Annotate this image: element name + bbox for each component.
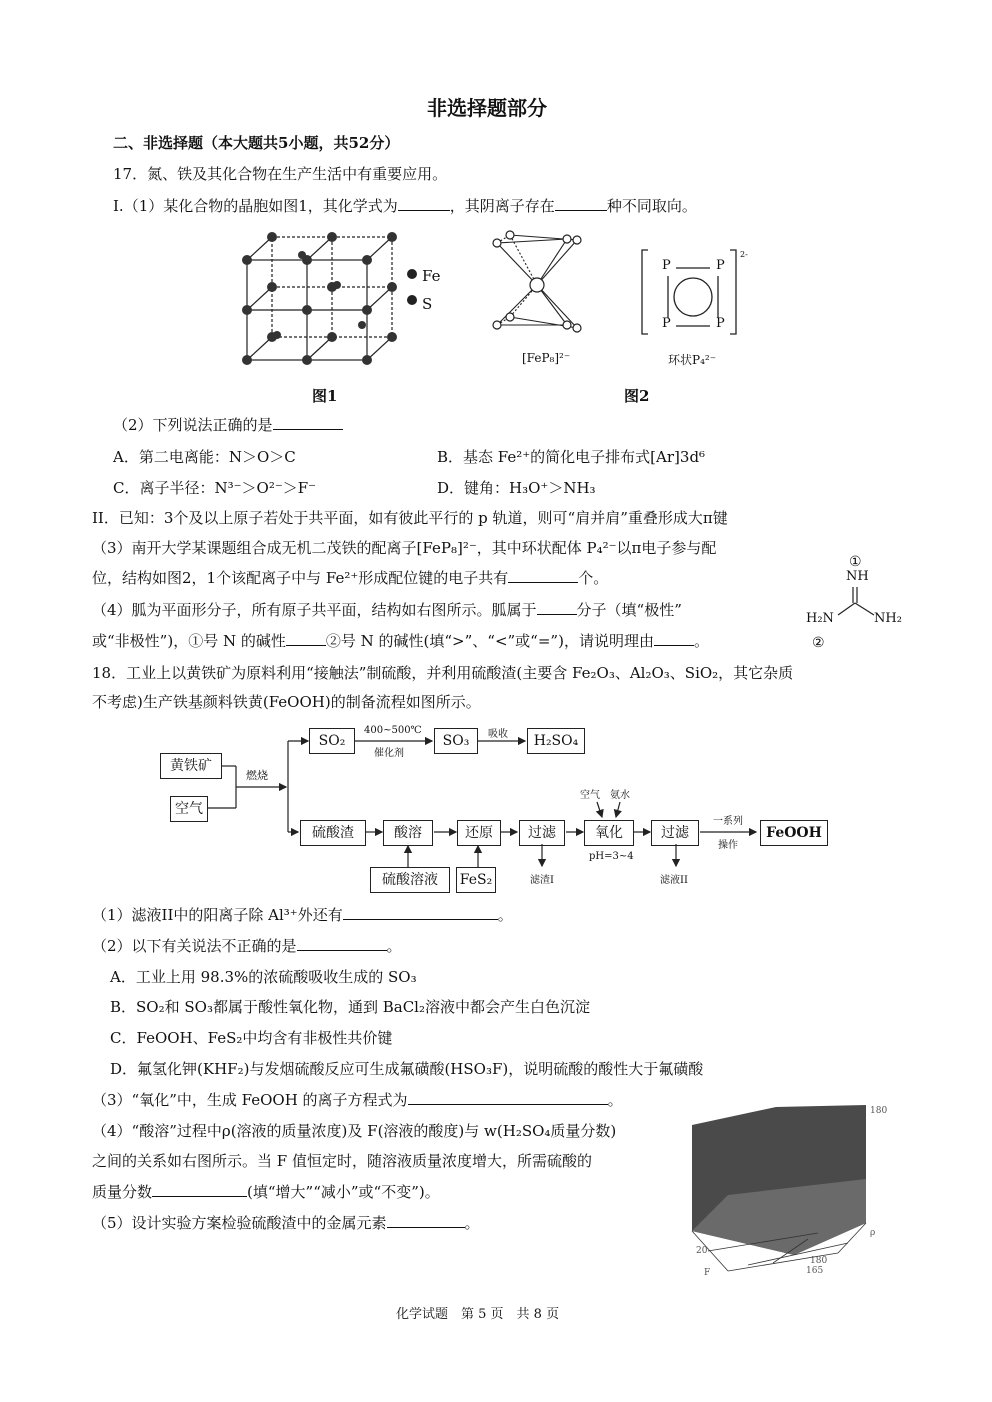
q17-4-text-a: （4）胍为平面形分子，所有原子共平面，结构如右图所示。胍属于 (92, 601, 537, 619)
flow-label-operation: 操作 (718, 840, 738, 851)
flow-label-ph: pH=3~4 (589, 851, 634, 862)
plot-axis-f: F (704, 1268, 711, 1278)
answer-blank[interactable] (273, 415, 343, 430)
plot-axis-x2: 165 (806, 1266, 824, 1276)
q18-intro-line1: 18．工业上以黄铁矿为原料利用“接触法”制硫酸，并利用硫酸渣(主要含 Fe₂O₃、Al₂O₃、SiO₂，其它杂质 (92, 664, 794, 682)
label-n1: ① (849, 554, 862, 570)
flow-label-catalyst: 催化剂 (374, 748, 404, 759)
flow-label-air: 空气 (580, 790, 600, 801)
flow-box-ore: 黄铁矿 (160, 753, 222, 779)
q18-2 (92, 936, 402, 956)
figure2-ferrocene-structure (485, 225, 585, 350)
answer-blank[interactable] (387, 1213, 465, 1228)
q18-3-text: （3）“氧化”中，生成 FeOOH 的离子方程式为 (92, 1091, 408, 1109)
flow-box-h2so4: H₂SO₄ (527, 728, 585, 754)
flow-label-absorb: 吸收 (488, 729, 508, 740)
flow-label-temp: 400~500℃ (364, 725, 422, 736)
q17-part2-intro: II．已知：3个及以上原子若处于共平面，如有彼此平行的 p 轨道，则可“肩并肩”重叠形成大π键 (92, 509, 728, 527)
q18-5-end: 。 (464, 1214, 480, 1232)
guanidine-h2n: H₂N (806, 611, 834, 626)
guanidine-nh2: NH₂ (874, 611, 902, 626)
page-title: 非选择题部分 (427, 96, 547, 120)
answer-blank[interactable] (152, 1182, 247, 1197)
q17-3-line1: （3）南开大学某课题组合成无机二茂铁的配离子[FeP₈]²⁻，其中环状配体 P₄²⁻以π电子参与配 (92, 539, 717, 557)
q18-3 (92, 1090, 623, 1110)
plot-axis-top: 180 (870, 1106, 888, 1116)
q18-4-line3 (92, 1182, 440, 1202)
answer-blank[interactable] (508, 568, 578, 583)
q18-2-end: 。 (386, 937, 402, 955)
q17-2-text: （2）下列说法正确的是 (113, 416, 273, 434)
legend-s: S (422, 295, 433, 313)
q17-4-line1 (92, 600, 682, 620)
flow-label-series: 一系列 (713, 816, 743, 827)
q18-2-option-d: D．氟氢化钾(KHF₂)与发烟硫酸反应可生成氟磺酸(HSO₃F)，说明硫酸的酸性大于氟磺酸 (110, 1060, 704, 1078)
q17-2-option-b: B．基态 Fe²⁺的简化电子排布式[Ar]3d⁶ (437, 448, 706, 466)
p-atom: P (716, 316, 725, 331)
q17-4-line2 (92, 631, 709, 651)
flow-box-so2: SO₂ (309, 728, 355, 754)
q17-2-option-c: C．离子半径：N³⁻＞O²⁻＞F⁻ (113, 479, 317, 497)
figure1-crystal-cell (232, 225, 452, 370)
q18-4-line2: 之间的关系如右图所示。当 F 值恒定时，随溶液质量浓度增大，所需硫酸的 (92, 1152, 592, 1170)
answer-blank[interactable] (343, 905, 498, 920)
q18-4-text: 质量分数 (92, 1183, 153, 1201)
p-atom: P (662, 258, 671, 273)
flow-box-acid-dissolve: 酸溶 (383, 820, 433, 846)
q18-2-option-c: C．FeOOH、FeS₂中均含有非极性共价键 (110, 1029, 393, 1047)
flow-box-oxidize: 氧化 (584, 820, 634, 846)
answer-blank[interactable] (398, 196, 450, 211)
q18-5-text: （5）设计实验方案检验硫酸渣中的金属元素 (92, 1214, 387, 1232)
q17-4-text-c: 或“非极性”)，①号 N 的碱性 (92, 632, 286, 650)
q17-part1-text-b: ，其阴离子存在 (449, 197, 555, 215)
flow-box-filter2: 过滤 (651, 820, 699, 846)
q17-2-option-a: A．第二电离能：N＞O＞C (113, 448, 296, 466)
answer-blank[interactable] (286, 631, 326, 646)
q17-3-end: 个。 (578, 569, 609, 587)
q18-5 (92, 1213, 480, 1233)
q18-4-line1: （4）“酸溶”过程中ρ(溶液的质量浓度)及 F(溶液的酸度)与 w(H₂SO₄质量分数) (92, 1122, 617, 1140)
flow-box-product: FeOOH (760, 820, 828, 846)
flow-label-ammonia: 氨水 (610, 790, 630, 801)
page-footer: 化学试题 第 5 页 共 8 页 (396, 1307, 560, 1322)
answer-blank[interactable] (537, 600, 577, 615)
figure2-left-label: [FeP₈]²⁻ (522, 351, 571, 365)
plot-axis-rho: ρ (870, 1228, 876, 1238)
flow-box-sulfuric-solution: 硫酸溶液 (370, 867, 450, 893)
q17-part1 (113, 196, 697, 216)
flow-box-air: 空气 (170, 796, 208, 822)
q17-intro: 17．氮、铁及其化合物在生产生活中有重要应用。 (113, 165, 448, 183)
answer-blank[interactable] (297, 936, 387, 951)
q18-2-option-b: B．SO₂和 SO₃都属于酸性氧化物，通到 BaCl₂溶液中都会产生白色沉淀 (110, 998, 590, 1016)
flowchart-connectors (150, 720, 850, 900)
figure2-right-label: 环状P₄²⁻ (668, 353, 717, 367)
answer-blank[interactable] (408, 1090, 608, 1105)
q18-intro-line2: 不考虑)生产铁基颜料铁黄(FeOOH)的制备流程如图所示。 (92, 693, 481, 711)
q18-1-end: 。 (497, 906, 513, 924)
legend-markers (405, 266, 419, 306)
q17-4-text-d: ②号 N 的碱性(填“>”、“<”或“=”)，请说明理由 (325, 632, 654, 650)
guanidine-nh: NH (846, 569, 869, 584)
plot-axis-x1: 180 (810, 1256, 828, 1266)
q18-1 (92, 905, 513, 925)
q18-1-text: （1）滤液II中的阳离子除 Al³⁺外还有 (92, 906, 343, 924)
plot-axis-z: 20 (696, 1246, 708, 1256)
q18-2-text: （2）以下有关说法不正确的是 (92, 937, 297, 955)
flow-box-filter1: 过滤 (519, 820, 565, 846)
section-heading: 二、非选择题（本大题共5小题，共52分） (113, 134, 400, 152)
legend-fe: Fe (422, 267, 441, 285)
q17-2-option-d: D．键角：H₃O⁺＞NH₃ (437, 479, 596, 497)
surface-plot (688, 1103, 888, 1285)
figure2-cyclic-p4 (640, 246, 740, 341)
q17-3-line2 (92, 568, 608, 588)
q17-4-text-e: 。 (693, 632, 709, 650)
flow-box-slag: 硫酸渣 (300, 820, 366, 846)
p-atom: P (716, 258, 725, 273)
answer-blank[interactable] (654, 631, 694, 646)
answer-blank[interactable] (555, 196, 607, 211)
label-n2: ② (812, 635, 825, 651)
flow-label-residue: 滤渣I (530, 875, 554, 886)
q17-2-stem (113, 415, 343, 435)
q17-4-text-b: 分子（填“极性” (576, 601, 682, 619)
charge-label: 2- (740, 250, 748, 259)
flow-box-fes2: FeS₂ (456, 867, 496, 893)
flow-label-filtrate: 滤液II (660, 875, 688, 886)
q18-3-end: 。 (607, 1091, 623, 1109)
p-atom: P (662, 316, 671, 331)
flow-box-so3: SO₃ (434, 728, 478, 754)
q17-3-text: 位，结构如图2，1个该配离子中与 Fe²⁺形成配位键的电子共有 (92, 569, 509, 587)
q17-part1-text-a: I.（1）某化合物的晶胞如图1，其化学式为 (113, 197, 398, 215)
q17-part1-text-c: 种不同取向。 (606, 197, 697, 215)
figure1-caption: 图1 (312, 387, 338, 405)
q18-2-option-a: A．工业上用 98.3%的浓硫酸吸收生成的 SO₃ (110, 968, 417, 986)
flow-box-reduce: 还原 (457, 820, 501, 846)
q18-4-end: (填“增大”“减小”或“不变”)。 (247, 1183, 440, 1201)
figure2-caption: 图2 (624, 387, 650, 405)
flow-label-burn: 燃烧 (246, 769, 268, 782)
